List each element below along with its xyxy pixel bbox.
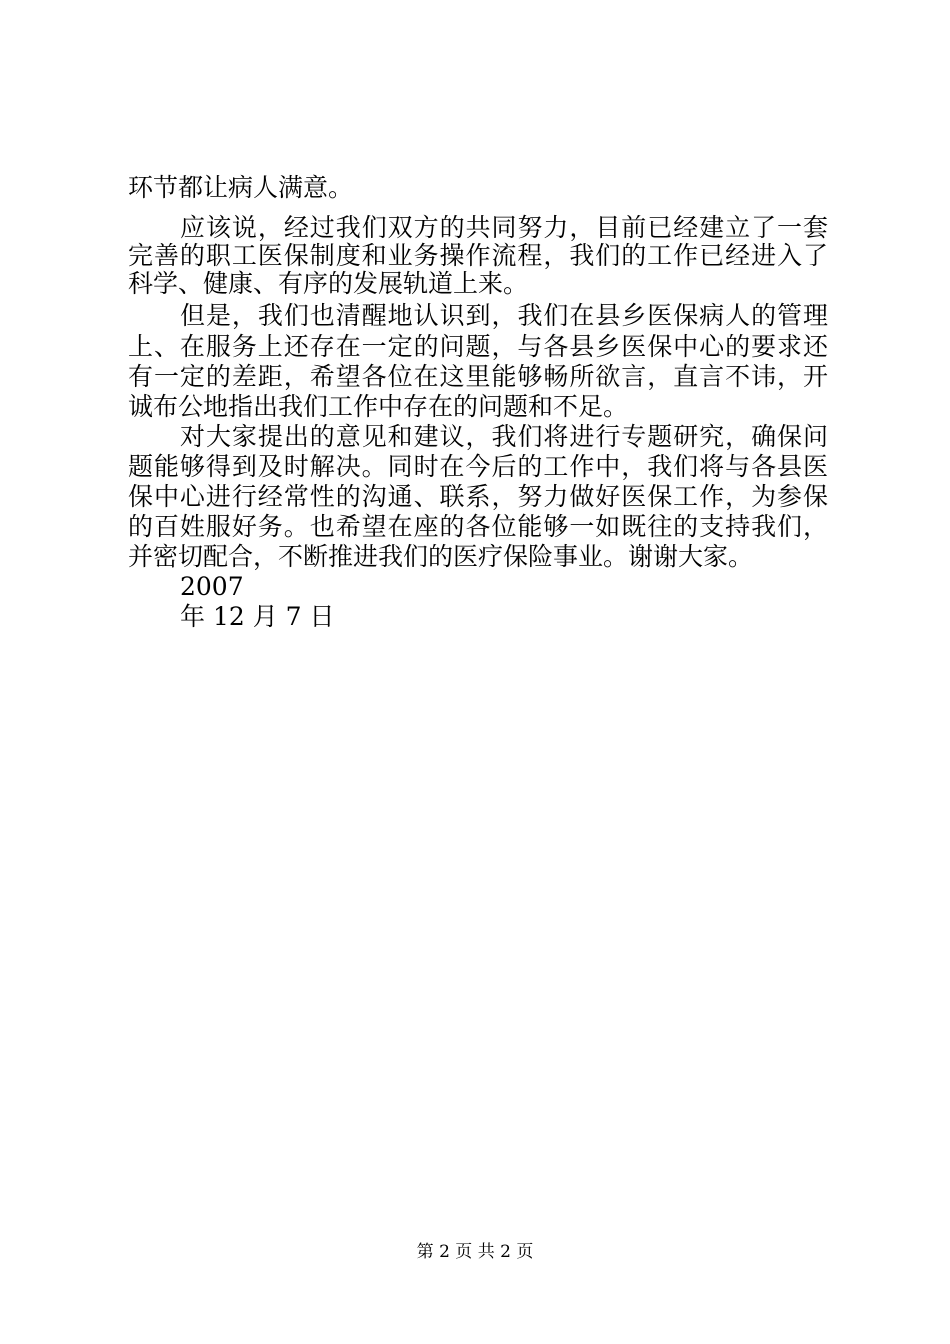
- paragraph-line: 完善的职工医保制度和业务操作流程，我们的工作已经进入了: [128, 241, 828, 270]
- paragraph-line: 应该说，经过我们双方的共同努力，目前已经建立了一套: [180, 213, 828, 242]
- paragraph-line: 并密切配合，不断推进我们的医疗保险事业。谢谢大家。: [128, 542, 754, 571]
- page-number-footer: 第 2 页 共 2 页: [416, 1242, 534, 1262]
- paragraph-line: 有一定的差距，希望各位在这里能够畅所欲言，直言不讳，开: [128, 362, 828, 391]
- paragraph-line: 环节都让病人满意。: [128, 173, 354, 202]
- paragraph-line: 科学、健康、有序的发展轨道上来。: [128, 269, 529, 298]
- paragraph-line: 保中心进行经常性的沟通、联系，努力做好医保工作，为参保: [128, 482, 828, 511]
- date-year: 2007: [180, 572, 244, 601]
- paragraph-line: 题能够得到及时解决。同时在今后的工作中，我们将与各县医: [128, 452, 828, 481]
- paragraph-line: 对大家提出的意见和建议，我们将进行专题研究，确保问: [180, 422, 828, 451]
- date-month-day: 年 12 月 7 日: [180, 602, 335, 631]
- paragraph-line: 但是，我们也清醒地认识到，我们在县乡医保病人的管理: [180, 301, 828, 330]
- paragraph-line: 的百姓服好务。也希望在座的各位能够一如既往的支持我们，: [128, 512, 828, 541]
- paragraph-line: 上、在服务上还存在一定的问题，与各县乡医保中心的要求还: [128, 332, 828, 361]
- paragraph-line: 诚布公地指出我们工作中存在的问题和不足。: [128, 392, 629, 421]
